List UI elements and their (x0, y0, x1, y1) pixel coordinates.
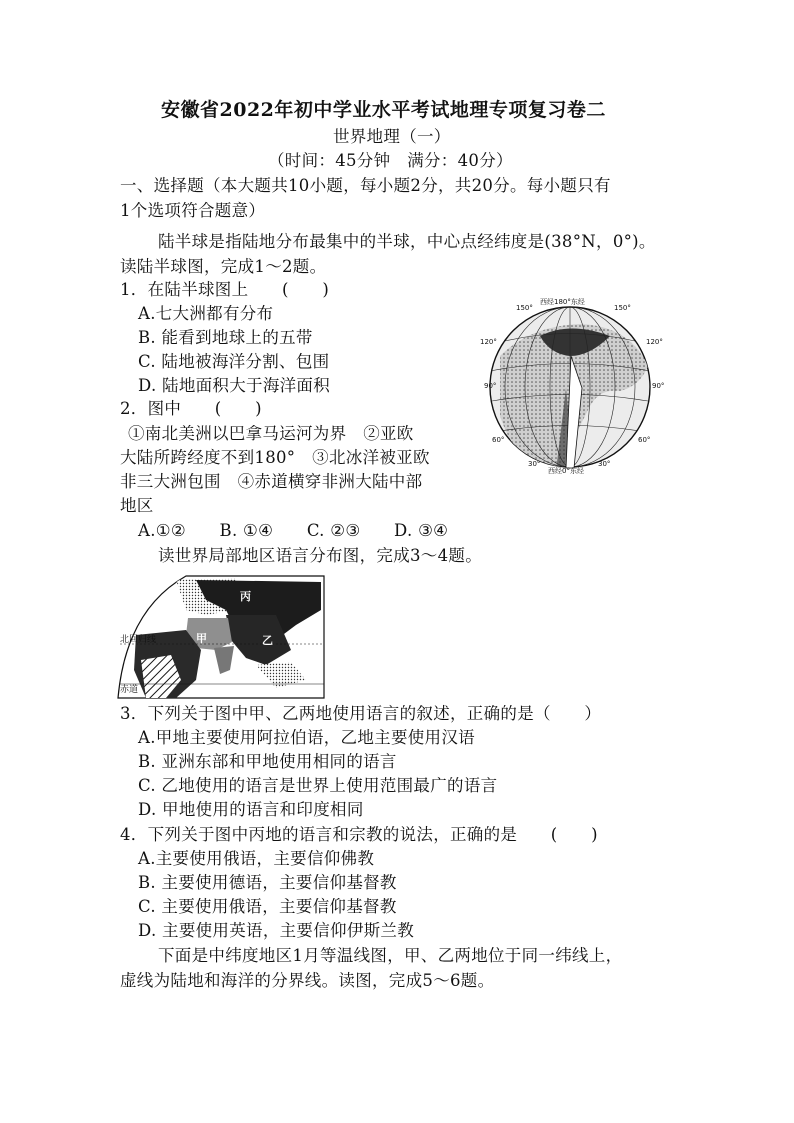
globe-svg (470, 296, 670, 474)
language-distribution-map (116, 570, 328, 700)
q3-option-d: D. 甲地使用的语言和印度相同 (138, 800, 364, 819)
globe-lon-label: 90° (484, 382, 497, 390)
page-title: 安徽省2022年初中学业水平考试地理专项复习卷二 (161, 99, 606, 121)
globe-lon-label: 150° (516, 304, 533, 312)
label-yi: 乙 (262, 634, 273, 647)
globe-lon-label: 120° (646, 338, 663, 346)
globe-bottom-label: 西经0°东经 (548, 467, 584, 474)
globe-lon-label: 150° (614, 304, 631, 312)
intro-q3-4: 读世界局部地区语言分布图，完成3～4题。 (158, 546, 482, 565)
q2-statement-2: 大陆所跨经度不到180° ③北冰洋被亚欧 (120, 448, 430, 467)
page-subtitle: 世界地理（一） (333, 127, 451, 146)
q1-option-d: D. 陆地面积大于海洋面积 (138, 376, 331, 395)
q1-stem: 1．在陆半球图上 ( ) (120, 280, 330, 299)
globe-lon-label: 120° (480, 338, 497, 346)
language-map-svg (116, 570, 328, 700)
globe-lon-label: 90° (652, 382, 665, 390)
q2-stem: 2．图中 ( ) (120, 399, 262, 418)
intro-q1-2: 陆半球是指陆地分布最集中的半球，中心点经纬度是(38°N，0°)。 (158, 232, 656, 251)
q3-stem: 3．下列关于图中甲、乙两地使用语言的叙述，正确的是（ ） (120, 704, 602, 723)
globe-lon-label: 60° (638, 436, 651, 444)
globe-lon-label: 30° (598, 460, 611, 468)
q1-option-a: A.七大洲都有分布 (138, 304, 274, 323)
q4-stem: 4．下列关于图中丙地的语言和宗教的说法，正确的是 ( ) (120, 825, 598, 844)
q2-statement-1: ①南北美洲以巴拿马运河为界 ②亚欧 (128, 424, 414, 443)
q3-option-b: B. 亚洲东部和甲地使用相同的语言 (138, 752, 397, 771)
globe-lon-label: 60° (492, 436, 505, 444)
section-heading-cont: 1个选项符合题意） (120, 201, 266, 220)
q2-statement-3: 非三大洲包围 ④赤道横穿非洲大陆中部 (120, 472, 423, 491)
label-bing: 丙 (240, 590, 251, 603)
intro-q1-2-cont: 读陆半球图，完成1～2题。 (120, 257, 327, 276)
q4-option-d: D. 主要使用英语，主要信仰伊斯兰教 (138, 921, 415, 940)
section-heading: 一、选择题（本大题共10小题，每小题2分，共20分。每小题只有 (120, 176, 611, 195)
q3-option-a: A.甲地主要使用阿拉伯语，乙地主要使用汉语 (138, 728, 475, 747)
q4-option-c: C. 主要使用俄语，主要信仰基督教 (138, 897, 397, 916)
globe-lon-label: 30° (528, 460, 541, 468)
q4-option-b: B. 主要使用德语，主要信仰基督教 (138, 873, 397, 892)
intro-q5-6: 下面是中纬度地区1月等温线图，甲、乙两地位于同一纬线上， (158, 946, 623, 965)
q2-statement-4: 地区 (120, 496, 154, 515)
q1-option-c: C. 陆地被海洋分割、包围 (138, 352, 330, 371)
q4-option-a: A.主要使用俄语，主要信仰佛教 (138, 849, 375, 868)
label-tropic: 北回归线 (120, 635, 157, 645)
label-jia: 甲 (196, 632, 207, 645)
intro-q5-6-cont: 虚线为陆地和海洋的分界线。读图，完成5～6题。 (120, 971, 495, 990)
label-equator: 赤道 (120, 685, 139, 695)
land-hemisphere-map (470, 296, 670, 474)
globe-top-label: 西经180°东经 (540, 298, 585, 306)
q2-options: A.①② B. ①④ C. ②③ D. ③④ (138, 521, 449, 540)
q1-option-b: B. 能看到地球上的五带 (138, 328, 313, 347)
exam-meta: （时间：45分钟 满分：40分） (268, 151, 513, 170)
q3-option-c: C. 乙地使用的语言是世界上使用范围最广的语言 (138, 776, 498, 795)
